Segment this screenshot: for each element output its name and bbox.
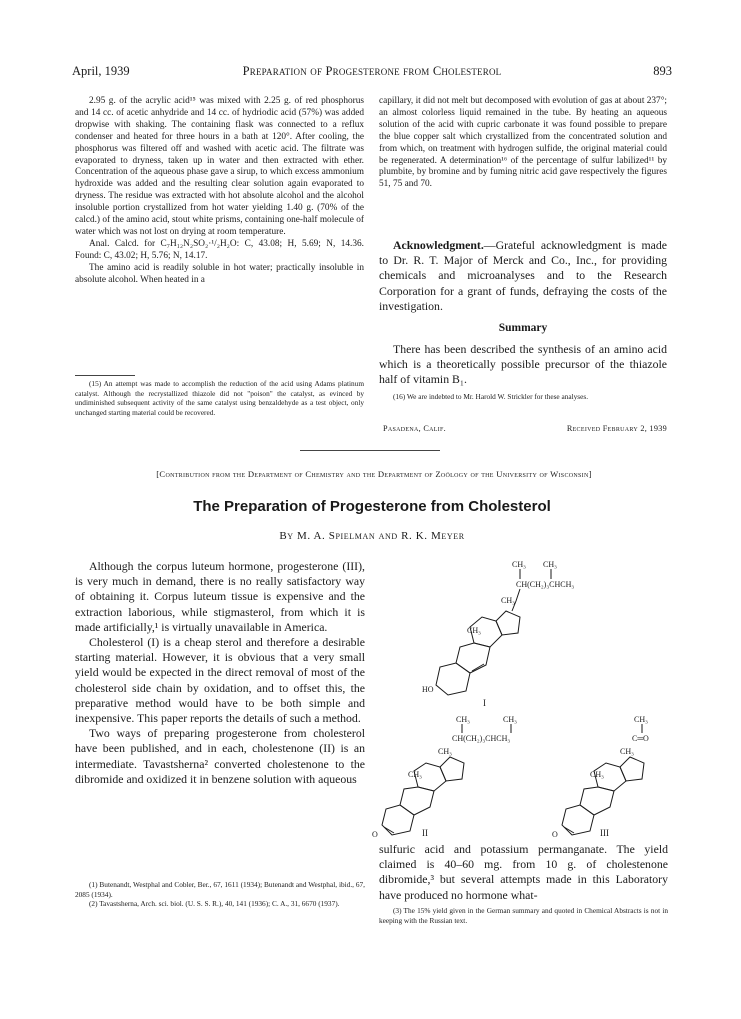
- ketone-label: C═O: [632, 734, 649, 743]
- article-title: The Preparation of Progesterone from Cholesterol: [193, 498, 551, 515]
- received-date: Received February 2, 1939: [566, 424, 667, 433]
- acknowledgment: [379, 238, 667, 314]
- article-left-column: [75, 559, 365, 787]
- body-paragraph: capillary, it did not melt but decomposed with evolution of gas at about 237°; an almost colorless liquid remained in the tube. By heating an aqueous solution of the acid with cupric carbonate it was found possible to prepare the blue copper salt which crystallized from the concentrated solution and from which, on treatment with hydrogen sulfide, the original material could be regenerated. A determination¹⁶ of the percentage of sulfur labilized¹¹ by plumbite, by bromine and by fuming nitric acid gave respectively the figures 51, 75 and 70.: [379, 96, 667, 190]
- analysis-paragraph: Anal. Calcd. for C₇H₁₂N₂SO₂·¹/₂H₂O: C, 43.08; H, 5.69; N, 14.36. Found: C, 43.02; H, 5.76; N, 14.17.: [75, 238, 364, 261]
- compound-label-II: II: [422, 828, 428, 838]
- contribution-line: [Contribution from the Department of Chemistry and the Department of Zoölogy of the University of Wisconsin]: [156, 469, 592, 479]
- side-chain-label: CH(CH₂)₃CHCH₃: [452, 734, 511, 743]
- acknowledgment-heading: Acknowledgment.: [393, 238, 484, 252]
- side-chain-label: CH(CH₂)₃CHCH₃: [516, 580, 575, 589]
- author-address: Pasadena, Calif.: [383, 424, 446, 433]
- cholesterol-structure: [422, 560, 574, 708]
- methyl-label: CH₃: [590, 770, 604, 779]
- hydroxyl-label: HO: [422, 685, 434, 694]
- article-right-column: [379, 842, 668, 903]
- footnote-3: (3) The 15% yield given in the German summary and quoted in Chemical Abstracts is not in keeping with the Russian text.: [379, 906, 668, 925]
- methyl-label: CH₃: [620, 747, 634, 756]
- summary-heading: Summary: [498, 322, 548, 334]
- header-page-number: 893: [653, 64, 672, 78]
- body-paragraph: The amino acid is readily soluble in hot water; practically insoluble in absolute alcohol. When heated in a: [75, 262, 364, 285]
- acknowledgment-text: —Grateful acknowledgment is made to Dr. R. T. Major of Merck and Co., Inc., for providing chemicals and microanalyses and to the Research Corporation for a grant of funds, defraying the costs of the investigation.: [379, 238, 667, 313]
- progesterone-structure: [552, 715, 649, 838]
- methyl-label: CH₃: [634, 715, 648, 724]
- body-paragraph: Although the corpus luteum hormone, progesterone (III), is very much in demand, there is no really satisfactory way of obtaining it. Corpus luteum tissue is expensive and the extraction laborious, while stigmasterol, from which it is made artificially,¹ is virtually unavailable in America.: [75, 559, 365, 634]
- methyl-label: CH₃: [467, 626, 481, 635]
- body-paragraph: sulfuric acid and potassium permanganate. The yield claimed is 40–60 mg. from 10 g. of cholestenone dibromide,³ but several attempts made in this Laboratory have produced no hormone what-: [379, 842, 668, 902]
- prev-article-left-column: [75, 96, 364, 287]
- header-running-title: Preparation of Progesterone from Cholesterol: [242, 64, 502, 78]
- footnote-rule: [75, 375, 135, 376]
- prev-article-right-column: [379, 96, 667, 191]
- summary-text: There has been described the synthesis of an amino acid which is a theoretically possible precursor of the thiazole half of vitamin B₁.: [379, 342, 667, 387]
- compound-label-III: III: [600, 828, 609, 838]
- oxygen-label: O: [372, 830, 378, 838]
- author-name: R. K. Meyer: [401, 530, 465, 542]
- author-name: M. A. Spielman: [297, 530, 376, 542]
- methyl-label: CH₃: [438, 747, 452, 756]
- running-header: [72, 64, 672, 82]
- compound-label-I: I: [483, 698, 486, 708]
- footnote-15: (15) An attempt was made to accomplish the reduction of the acid using Adams platinum catalyst. Although the recrystallized thiazole did not "poison" the catalyst, as evinced by undiminished subsequent activity of the same catalyst using benzaldehyde as a test object, only unchanged starting material could be recovered.: [75, 379, 364, 417]
- oxygen-label: O: [552, 830, 558, 838]
- byline: By M. A. Spielman and R. K. Meyer: [279, 530, 465, 542]
- methyl-label: CH₃: [543, 560, 557, 569]
- methyl-label: CH₃: [501, 596, 515, 605]
- cholestenone-structure: [372, 715, 517, 838]
- header-date: April, 1939: [72, 64, 130, 78]
- methyl-label: CH₃: [512, 560, 526, 569]
- body-paragraph: Cholesterol (I) is a cheap sterol and therefore a desirable starting material. However, it is obvious that a very small yield would be expected in the direct removal of most of the cholesterol side chain by oxidation, and to offset this, the preparative method would have to be both simple and inexpensive. This paper reports the details of such a method.: [75, 635, 365, 726]
- steroid-structures-figure: [368, 555, 671, 838]
- methyl-label: CH₃: [456, 715, 470, 724]
- footnote-16: (16) We are indebted to Mr. Harold W. Strickler for these analyses.: [393, 392, 589, 401]
- body-paragraph: 2.95 g. of the acrylic acid¹⁵ was mixed with 2.25 g. of red phosphorus and 14 cc. of acetic anhydride and 14 cc. of hydriodic acid (57%) was added dropwise with shaking. The containing flask was connected to a reflux condenser and heated for three hours in a bath at 120°. After cooling, the phosphorus was filtered off and washed with acetic acid. The filtrate was evaporated to dryness, taken up in water and then extracted with ether. Concentration of the aqueous phase gave a sirup, to which excess ammonium hydroxide was added and the resulting clear solution again evaporated to dryness. The residue was extracted with hot absolute alcohol and the alcohol insoluble portion crystallized from hot water yielding 1.40 g. (70% of the calcd.) of the amino acid, stout white prisms, containing one-half molecule of water which was not lost on drying at room temperature.: [75, 96, 364, 237]
- methyl-label: CH₃: [408, 770, 422, 779]
- footnote-1: (1) Butenandt, Westphal and Cobler, Ber., 67, 1611 (1934); Butenandt and Westphal, ibid., 67, 2085 (1934).: [75, 880, 365, 899]
- body-paragraph: Two ways of preparing progesterone from cholesterol have been published, and in each, cholestenone (II) is an intermediate. Tavastsherna² converted cholestenone to the dibromide and oxidized it in benzene solution with aqueous: [75, 726, 365, 786]
- footnote-2: (2) Tavastsherna, Arch. sci. biol. (U. S. S. R.), 40, 141 (1936); C. A., 31, 6670 (1937).: [89, 899, 340, 909]
- article-footnotes-left: [75, 880, 365, 909]
- methyl-label: CH₃: [503, 715, 517, 724]
- article-separator: [300, 450, 440, 451]
